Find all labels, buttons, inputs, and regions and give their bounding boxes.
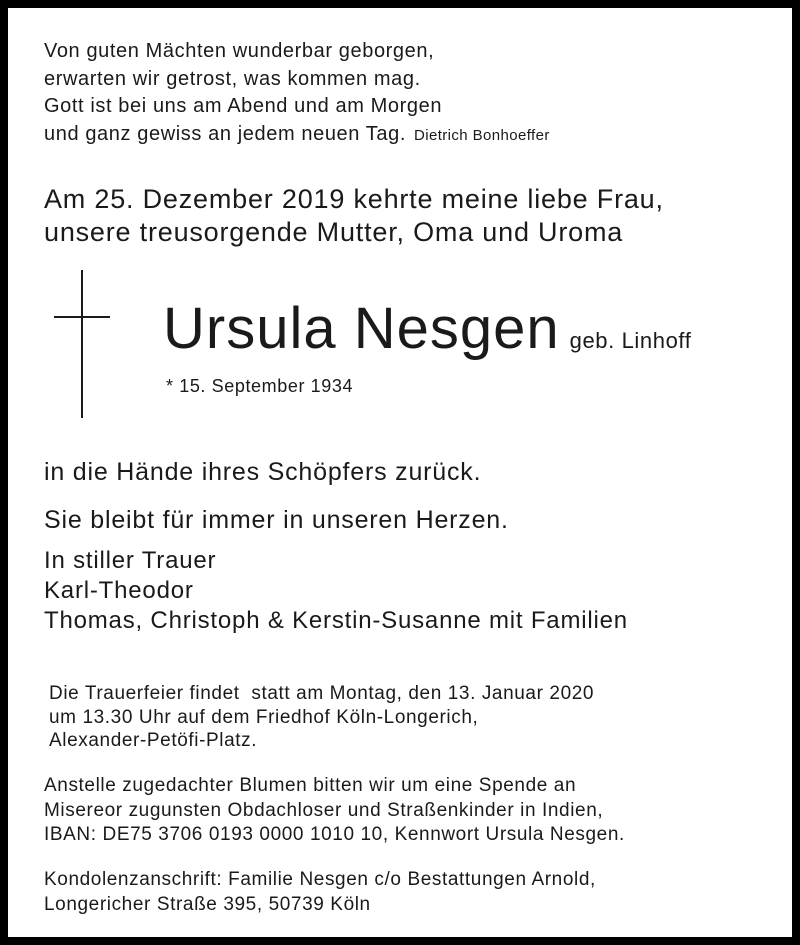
birth-date: * 15. September 1934 xyxy=(166,376,354,396)
condolence-line: Kondolenzanschrift: Familie Nesgen c/o Bestattungen Arnold, xyxy=(44,869,596,890)
service-line: um 13.30 Uhr auf dem Friedhof Köln-Longerich, xyxy=(49,706,479,728)
donation-line: IBAN: DE75 3706 0193 0000 1010 10, Kennwort Ursula Nesgen. xyxy=(44,824,625,845)
cross-icon xyxy=(54,270,110,418)
condolence-address xyxy=(44,867,596,917)
donation-info xyxy=(44,774,625,848)
return-line: Sie bleibt für immer in unseren Herzen. xyxy=(44,506,509,534)
deceased-name-block xyxy=(163,294,691,364)
deceased-name: Ursula Nesgen xyxy=(163,296,560,361)
service-line: Alexander-Petöfi-Platz. xyxy=(49,730,258,751)
poem-line: Gott ist bei uns am Abend und am Morgen xyxy=(44,95,443,117)
service-info xyxy=(49,682,594,753)
condolence-line: Longericher Straße 395, 50739 Köln xyxy=(44,894,371,915)
poem-line-last xyxy=(44,121,550,150)
intro-line: unsere treusorgende Mutter, Oma und Uroma xyxy=(44,217,624,247)
poem-author: Dietrich Bonhoeffer xyxy=(414,126,550,144)
cross-horizontal-bar xyxy=(54,316,110,318)
mourner-line: Karl-Theodor xyxy=(44,577,194,604)
return-text xyxy=(44,448,509,544)
mourner-line: Thomas, Christoph & Kerstin-Susanne mit Familien xyxy=(44,607,628,634)
intro-line: Am 25. Dezember 2019 kehrte meine liebe Frau, xyxy=(44,184,664,214)
cross-vertical-bar xyxy=(81,270,83,418)
poem-line: erwarten wir getrost, was kommen mag. xyxy=(44,67,421,90)
donation-line: Anstelle zugedachter Blumen bitten wir um eine Spende an xyxy=(44,775,577,796)
service-line: Die Trauerfeier findet statt am Montag, den 13. Januar 2020 xyxy=(49,683,595,704)
maiden-name: geb. Linhoff xyxy=(569,328,692,353)
intro-text xyxy=(44,183,664,249)
poem-line: Von guten Mächten wunderbar geborgen, xyxy=(44,40,435,62)
mourners-heading: In stiller Trauer xyxy=(44,547,217,574)
poem-quote xyxy=(44,38,550,149)
return-line: in die Hände ihres Schöpfers zurück. xyxy=(44,458,482,486)
mourners-list xyxy=(44,546,628,636)
poem-line-text: und ganz gewiss an jedem neuen Tag. xyxy=(44,122,406,145)
donation-line: Misereor zugunsten Obdachloser und Straßenkinder in Indien, xyxy=(44,799,604,821)
